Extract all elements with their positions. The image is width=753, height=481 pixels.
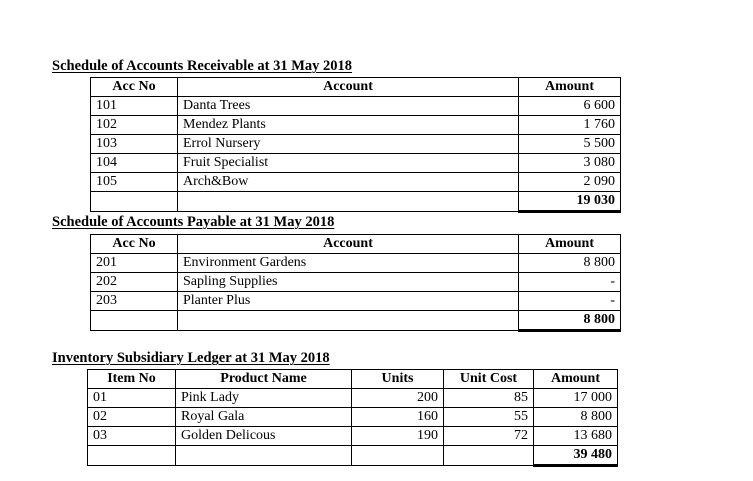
amount: - (519, 292, 621, 311)
table-row (91, 135, 621, 154)
units: 160 (352, 408, 444, 427)
header-item-no: Item No (88, 370, 176, 389)
table-row (91, 292, 621, 311)
acc-no: 101 (91, 97, 178, 116)
header-amount: Amount (519, 235, 621, 254)
unit-cost: 72 (444, 427, 534, 446)
account-name: Environment Gardens (178, 254, 519, 273)
empty-cell (91, 311, 178, 331)
acc-no: 201 (91, 254, 178, 273)
payable-table (90, 234, 621, 332)
product-name: Pink Lady (176, 389, 352, 408)
empty-cell (88, 446, 176, 466)
table-row (88, 408, 618, 427)
table-row (88, 427, 618, 446)
amount: 5 500 (519, 135, 621, 154)
table-row (91, 97, 621, 116)
acc-no: 104 (91, 154, 178, 173)
account-name: Sapling Supplies (178, 273, 519, 292)
payable-header-row (91, 235, 621, 254)
total-row (91, 311, 621, 331)
table-row (91, 173, 621, 192)
inventory-title: Inventory Subsidiary Ledger at 31 May 2018 (52, 350, 330, 366)
account-name: Fruit Specialist (178, 154, 519, 173)
header-acc-no: Acc No (91, 78, 178, 97)
acc-no: 102 (91, 116, 178, 135)
header-amount: Amount (519, 78, 621, 97)
item-no: 03 (88, 427, 176, 446)
total-amount: 19 030 (519, 192, 621, 212)
receivable-table (90, 77, 621, 213)
inventory-table (87, 369, 618, 467)
empty-cell (176, 446, 352, 466)
unit-cost: 85 (444, 389, 534, 408)
amount: 6 600 (519, 97, 621, 116)
empty-cell (352, 446, 444, 466)
inventory-header-row (88, 370, 618, 389)
header-acc-no: Acc No (91, 235, 178, 254)
receivable-title: Schedule of Accounts Receivable at 31 May 2018 (52, 58, 353, 74)
header-account: Account (178, 235, 519, 254)
empty-cell (91, 192, 178, 212)
table-row (91, 116, 621, 135)
product-name: Golden Delicous (176, 427, 352, 446)
receivable-header-row (91, 78, 621, 97)
acc-no: 203 (91, 292, 178, 311)
amount: 3 080 (519, 154, 621, 173)
amount: 17 000 (534, 389, 618, 408)
account-name: Planter Plus (178, 292, 519, 311)
table-row (91, 273, 621, 292)
table-row (91, 154, 621, 173)
empty-cell (178, 311, 519, 331)
account-name: Danta Trees (178, 97, 519, 116)
product-name: Royal Gala (176, 408, 352, 427)
item-no: 02 (88, 408, 176, 427)
payable-title: Schedule of Accounts Payable at 31 May 2018 (52, 214, 335, 230)
header-account: Account (178, 78, 519, 97)
units: 190 (352, 427, 444, 446)
amount: 8 800 (534, 408, 618, 427)
item-no: 01 (88, 389, 176, 408)
units: 200 (352, 389, 444, 408)
table-row (88, 389, 618, 408)
header-unit-cost: Unit Cost (444, 370, 534, 389)
empty-cell (178, 192, 519, 212)
amount: 8 800 (519, 254, 621, 273)
table-row (91, 254, 621, 273)
amount: 2 090 (519, 173, 621, 192)
header-units: Units (352, 370, 444, 389)
empty-cell (444, 446, 534, 466)
total-row (88, 446, 618, 466)
amount: 1 760 (519, 116, 621, 135)
unit-cost: 55 (444, 408, 534, 427)
account-name: Mendez Plants (178, 116, 519, 135)
acc-no: 105 (91, 173, 178, 192)
account-name: Errol Nursery (178, 135, 519, 154)
total-row (91, 192, 621, 212)
total-amount: 8 800 (519, 311, 621, 331)
header-product-name: Product Name (176, 370, 352, 389)
account-name: Arch&Bow (178, 173, 519, 192)
acc-no: 103 (91, 135, 178, 154)
total-amount: 39 480 (534, 446, 618, 466)
amount: 13 680 (534, 427, 618, 446)
amount: - (519, 273, 621, 292)
acc-no: 202 (91, 273, 178, 292)
header-amount: Amount (534, 370, 618, 389)
